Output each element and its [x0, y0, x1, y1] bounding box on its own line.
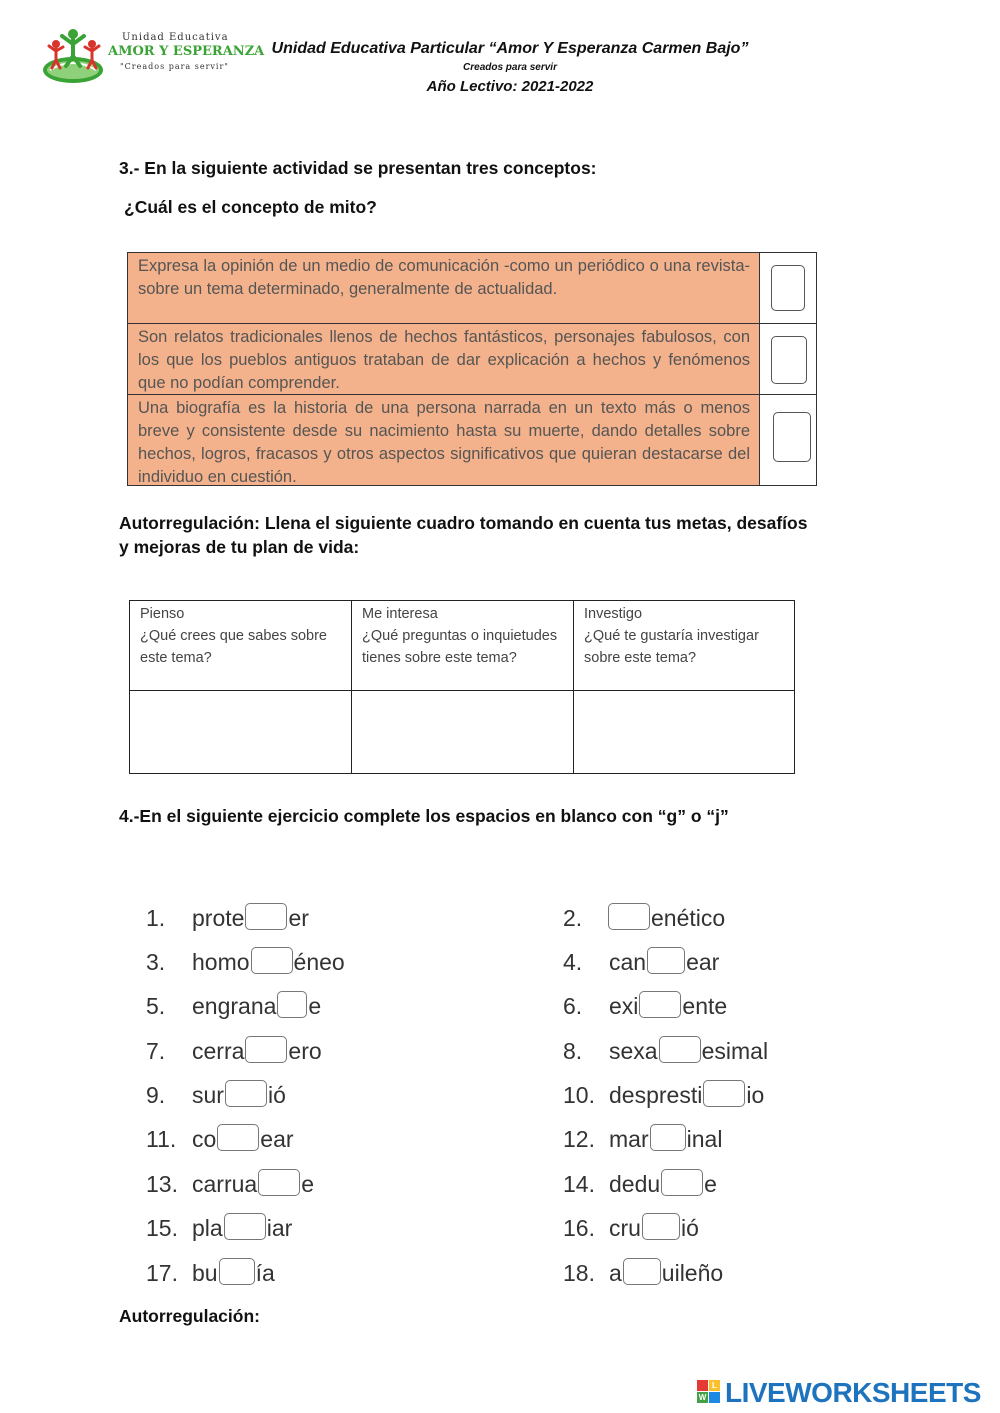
exercise-item [563, 1035, 768, 1067]
word-start: can [609, 949, 647, 975]
word-end: ero [288, 1038, 322, 1064]
exercise-item [146, 990, 321, 1022]
letter-blank[interactable] [219, 1258, 255, 1285]
word-end: e [704, 1171, 717, 1197]
column-header-pienso [130, 601, 352, 691]
exercise-item [563, 1257, 723, 1289]
letter-blank[interactable] [245, 903, 287, 930]
column-title: Pienso [140, 606, 185, 622]
section3-instruction: 3.- En la siguiente actividad se presentan tres conceptos: [119, 158, 597, 178]
word-end: esimal [701, 1038, 769, 1064]
school-name: Unidad Educativa Particular “Amor Y Esperanza Carmen Bajo” [271, 40, 749, 57]
section3-question: ¿Cuál es el concepto de mito? [124, 197, 377, 217]
column-title: Me interesa [362, 606, 438, 622]
exercise-item [146, 1035, 322, 1067]
column-question: ¿Qué preguntas o inquietudes tienes sobre este tema? [362, 628, 558, 666]
word-end: éneo [293, 949, 345, 975]
word-end: e [301, 1171, 314, 1197]
concept-option-row [128, 324, 816, 395]
autoregulation-instruction-cont: y mejoras de tu plan de vida: [119, 537, 360, 557]
word-start: bu [192, 1260, 218, 1286]
life-plan-table [129, 600, 795, 774]
item-number: 2. [563, 905, 583, 931]
word-end: ear [260, 1126, 294, 1152]
concept-option-row [128, 395, 816, 485]
letter-blank[interactable] [224, 1213, 266, 1240]
exercise-item [563, 990, 727, 1022]
word-start: carrua [192, 1171, 258, 1197]
exercise-item [146, 946, 345, 978]
answer-cell-me-interesa[interactable] [352, 691, 574, 774]
item-number: 14. [563, 1171, 595, 1197]
item-number: 17. [146, 1260, 178, 1286]
exercise-item [563, 1212, 699, 1244]
word-end: er [288, 905, 309, 931]
word-start: exi [609, 993, 639, 1019]
answer-cell-pienso[interactable] [130, 691, 352, 774]
word-start: homo [192, 949, 250, 975]
word-end: enético [651, 905, 726, 931]
exercise-item [146, 1079, 286, 1111]
school-emblem-icon [40, 26, 110, 88]
word-end: ía [255, 1260, 275, 1286]
word-end: ente [682, 993, 728, 1019]
logo-text-name: AMOR Y ESPERANZA [108, 44, 265, 59]
word-start: sexa [609, 1038, 658, 1064]
column-question: ¿Qué crees que sabes sobre este tema? [140, 628, 327, 666]
letter-blank[interactable] [659, 1036, 701, 1063]
concept-options-table [127, 252, 817, 486]
word-start: mar [609, 1126, 649, 1152]
word-end: ió [680, 1215, 699, 1241]
concept-option-checkbox[interactable] [771, 265, 805, 311]
section4-instruction: 4.-En el siguiente ejercicio complete los espacios en blanco con “g” o “j” [119, 806, 729, 826]
item-number: 3. [146, 949, 166, 975]
word-end: inal [686, 1126, 723, 1152]
exercise-item [563, 902, 725, 934]
item-number: 4. [563, 949, 583, 975]
exercise-item [146, 1123, 294, 1155]
letter-blank[interactable] [251, 947, 293, 974]
school-logo [40, 26, 265, 88]
item-number: 15. [146, 1215, 178, 1241]
school-motto: Creados para servir [463, 62, 557, 73]
item-number: 8. [563, 1038, 583, 1064]
item-number: 18. [563, 1260, 595, 1286]
word-end: e [308, 993, 322, 1019]
concept-option-text: Son relatos tradicionales llenos de hechos fantásticos, personajes fabulosos, con los que los pueblos antiguos trataban de dar explicación a hechos y fenómenos que no podían comprender. [128, 324, 760, 394]
exercise-item [563, 946, 719, 978]
word-end: iar [266, 1215, 293, 1241]
item-number: 1. [146, 905, 166, 931]
letter-blank[interactable] [277, 991, 307, 1018]
exercise-item [563, 1079, 764, 1111]
letter-blank[interactable] [245, 1036, 287, 1063]
word-end: io [746, 1082, 765, 1108]
item-number: 11. [146, 1126, 177, 1152]
letter-blank[interactable] [639, 991, 681, 1018]
liveworksheets-logo-icon: L W [697, 1380, 721, 1404]
letter-blank[interactable] [225, 1080, 267, 1107]
word-start: pla [192, 1215, 223, 1241]
word-start: sur [192, 1082, 224, 1108]
word-end: uileño [661, 1260, 724, 1286]
school-year: Año Lectivo: 2021-2022 [426, 78, 594, 95]
word-start: co [192, 1126, 217, 1152]
concept-option-row [128, 253, 816, 324]
word-start: cerra [192, 1038, 245, 1064]
logo-text-unidad: Unidad Educativa [122, 32, 229, 43]
word-start: dedu [609, 1171, 661, 1197]
column-header-investigo [574, 601, 795, 691]
exercise-item [563, 1123, 722, 1155]
word-start: prote [192, 905, 245, 931]
word-start: a [609, 1260, 622, 1286]
word-end: ear [686, 949, 720, 975]
letter-blank[interactable] [623, 1258, 661, 1285]
exercise-item [146, 1168, 314, 1200]
concept-option-text: Una biografía es la historia de una persona narrada en un texto más o menos breve y consistente desde su nacimiento hasta su muerte, dando detalles sobre hechos, logros, fracasos y otros aspectos significativos que quieran destacarse del individuo en cuestión. [128, 395, 760, 485]
letter-blank[interactable] [642, 1213, 680, 1240]
logo-text-motto: "Creados para servir" [120, 62, 229, 71]
exercise-item [146, 1257, 275, 1289]
concept-option-checkbox[interactable] [773, 412, 811, 462]
column-header-me-interesa [352, 601, 574, 691]
answer-cell-investigo[interactable] [574, 691, 795, 774]
word-start: cru [609, 1215, 641, 1241]
column-title: Investigo [584, 606, 643, 622]
column-question: ¿Qué te gustaría investigar sobre este tema? [584, 628, 759, 666]
item-number: 10. [563, 1082, 595, 1108]
exercise-item [563, 1168, 717, 1200]
letter-blank[interactable] [703, 1080, 745, 1107]
exercise-item [146, 1212, 292, 1244]
letter-blank[interactable] [217, 1124, 259, 1151]
concept-option-checkbox[interactable] [771, 336, 807, 384]
letter-blank[interactable] [661, 1169, 703, 1196]
letter-blank[interactable] [258, 1169, 300, 1196]
item-number: 12. [563, 1126, 595, 1152]
footer-autoregulation-label: Autorregulación: [119, 1306, 260, 1326]
word-start: engrana [192, 993, 277, 1019]
item-number: 16. [563, 1215, 595, 1241]
exercise-item [146, 902, 309, 934]
concept-option-text: Expresa la opinión de un medio de comunicación -como un periódico o una revista- sobre un tema determinado, generalmente de actualidad. [128, 253, 760, 323]
word-start: despresti [609, 1082, 703, 1108]
item-number: 7. [146, 1038, 166, 1064]
letter-blank[interactable] [650, 1124, 686, 1151]
item-number: 9. [146, 1082, 166, 1108]
item-number: 5. [146, 993, 166, 1019]
word-end: ió [267, 1082, 286, 1108]
item-number: 13. [146, 1171, 178, 1197]
item-number: 6. [563, 993, 583, 1019]
autoregulation-instruction: Autorregulación: Llena el siguiente cuadro tomando en cuenta tus metas, desafíos [119, 513, 808, 533]
liveworksheets-wordmark: LIVEWORKSHEETS [725, 1377, 981, 1408]
letter-blank[interactable] [647, 947, 685, 974]
letter-blank[interactable] [608, 903, 650, 930]
